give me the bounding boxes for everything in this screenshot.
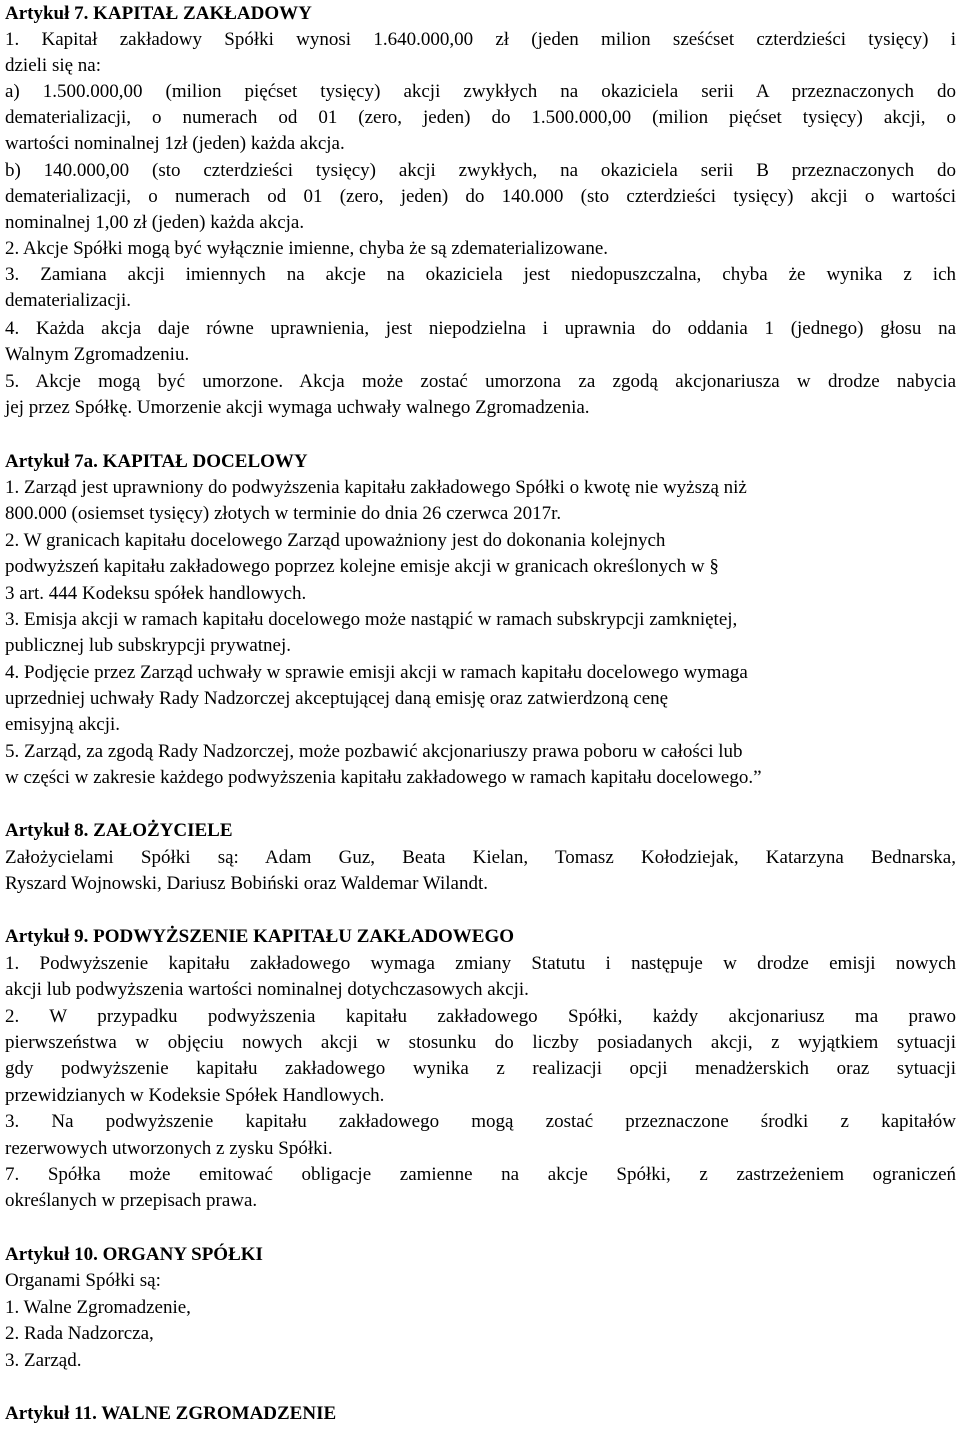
heading-artykul-7: Artykuł 7. KAPITAŁ ZAKŁADOWY [5, 3, 312, 24]
paragraph-line: 7. Spółka może emitować obligacje zamienne na akcje Spółki, z zastrzeżeniem ograniczeń [5, 1164, 956, 1185]
paragraph-line: 4. Każda akcja daje równe uprawnienia, jest niepodzielna i uprawnia do oddania 1 (jednego) głosu na [5, 318, 956, 339]
paragraph-line: 1. Zarząd jest uprawniony do podwyższenia kapitału zakładowego Spółki o kwotę nie wyższą niż [5, 477, 747, 498]
heading-artykul-10: Artykuł 10. ORGANY SPÓŁKI [5, 1244, 263, 1265]
paragraph-line: 3 art. 444 Kodeksu spółek handlowych. [5, 583, 307, 604]
paragraph-line: 5. Zarząd, za zgodą Rady Nadzorczej, może pozbawić akcjonariuszy prawa poboru w całości lub [5, 741, 743, 762]
paragraph-line: wartości nominalnej 1zł (jeden) każda akcja. [5, 133, 345, 154]
paragraph-line: 3. Na podwyższenie kapitału zakładowego mogą zostać przeznaczone środki z kapitałów [5, 1111, 956, 1132]
paragraph-line: dematerializacji. [5, 290, 132, 311]
paragraph-line: 2. Akcje Spółki mogą być wyłącznie imienne, chyba że są zdematerializowane. [5, 238, 609, 259]
heading-artykul-11: Artykuł 11. WALNE ZGROMADZENIE [5, 1403, 337, 1424]
paragraph-line: pierwszeństwa w objęciu nowych akcji w stosunku do liczby posiadanych akcji, z wyjątkiem sytuacji [5, 1032, 956, 1053]
paragraph-line: uprzedniej uchwały Rady Nadzorczej akceptującej daną emisję oraz zatwierdzoną cenę [5, 688, 669, 709]
heading-artykul-7a: Artykuł 7a. KAPITAŁ DOCELOWY [5, 451, 308, 472]
paragraph-line: nominalnej 1,00 zł (jeden) każda akcja. [5, 212, 305, 233]
paragraph-line: Organami Spółki są: [5, 1270, 161, 1291]
paragraph-line: przewidzianych w Kodeksie Spółek Handlowych. [5, 1085, 385, 1106]
heading-artykul-9: Artykuł 9. PODWYŻSZENIE KAPITAŁU ZAKŁADOWEGO [5, 926, 515, 947]
list-item: 3. Zarząd. [5, 1350, 82, 1371]
paragraph-line: Ryszard Wojnowski, Dariusz Bobiński oraz Waldemar Wilandt. [5, 873, 488, 894]
paragraph-line: akcji lub podwyższenia wartości nominalnej dotychczasowych akcji. [5, 979, 529, 1000]
paragraph-line: a) 1.500.000,00 (milion pięćset tysięcy) akcji zwykłych na okaziciela serii A przeznaczonych do [5, 81, 956, 102]
paragraph-line: 5. Akcje mogą być umorzone. Akcja może zostać umorzona za zgodą akcjonariusza w drodze nabycia [5, 371, 956, 392]
paragraph-line: emisyjną akcji. [5, 714, 121, 735]
paragraph-line: dematerializacji, o numerach od 01 (zero, jeden) do 140.000 (sto czterdzieści tysięcy) akcji o wartości [5, 186, 956, 207]
paragraph-line: gdy podwyższenie kapitału zakładowego wynika z realizacji opcji menadżerskich oraz sytuacji [5, 1058, 956, 1079]
heading-artykul-8: Artykuł 8. ZAŁOŻYCIELE [5, 820, 233, 841]
paragraph-line: Założycielami Spółki są: Adam Guz, Beata Kielan, Tomasz Kołodziejak, Katarzyna Bednarska, [5, 847, 956, 868]
paragraph-line: dematerializacji, o numerach od 01 (zero, jeden) do 1.500.000,00 (milion pięćset tysięcy) akcji, o [5, 107, 956, 128]
paragraph-line: w części w zakresie każdego podwyższenia kapitału zakładowego w ramach kapitału docelowego.” [5, 767, 762, 788]
paragraph-line: określanych w przepisach prawa. [5, 1190, 258, 1211]
paragraph-line: 1. Kapitał zakładowy Spółki wynosi 1.640.000,00 zł (jeden milion sześćset czterdzieści tysięcy) i [5, 29, 956, 50]
paragraph-line: 2. W granicach kapitału docelowego Zarząd upoważniony jest do dokonania kolejnych [5, 530, 666, 551]
list-item: 1. Walne Zgromadzenie, [5, 1297, 191, 1318]
paragraph-line: 1. Podwyższenie kapitału zakładowego wymaga zmiany Statutu i następuje w drodze emisji nowych [5, 953, 956, 974]
paragraph-line: b) 140.000,00 (sto czterdzieści tysięcy) akcji zwykłych, na okaziciela serii B przeznaczonych do [5, 160, 956, 181]
paragraph-line: 3. Emisja akcji w ramach kapitału docelowego może nastąpić w ramach subskrypcji zamkniętej, [5, 609, 738, 630]
list-item: 2. Rada Nadzorcza, [5, 1323, 154, 1344]
paragraph-line: jej przez Spółkę. Umorzenie akcji wymaga uchwały walnego Zgromadzenia. [5, 397, 590, 418]
paragraph-line: 3. Zamiana akcji imiennych na akcje na okaziciela jest niedopuszczalna, chyba że wynika z ich [5, 264, 956, 285]
paragraph-line: rezerwowych utworzonych z zysku Spółki. [5, 1138, 333, 1159]
paragraph-line: dzieli się na: [5, 55, 102, 76]
paragraph-line: 2. W przypadku podwyższenia kapitału zakładowego Spółki, każdy akcjonariusz ma prawo [5, 1006, 956, 1027]
paragraph-line: 4. Podjęcie przez Zarząd uchwały w sprawie emisji akcji w ramach kapitału docelowego wymaga [5, 662, 748, 683]
paragraph-line: publicznej lub subskrypcji prywatnej. [5, 635, 291, 656]
paragraph-line: Walnym Zgromadzeniu. [5, 344, 190, 365]
paragraph-line: 800.000 (osiemset tysięcy) złotych w terminie do dnia 26 czerwca 2017r. [5, 503, 562, 524]
paragraph-line: podwyższeń kapitału zakładowego poprzez kolejne emisje akcji w granicach określonych w § [5, 556, 719, 577]
